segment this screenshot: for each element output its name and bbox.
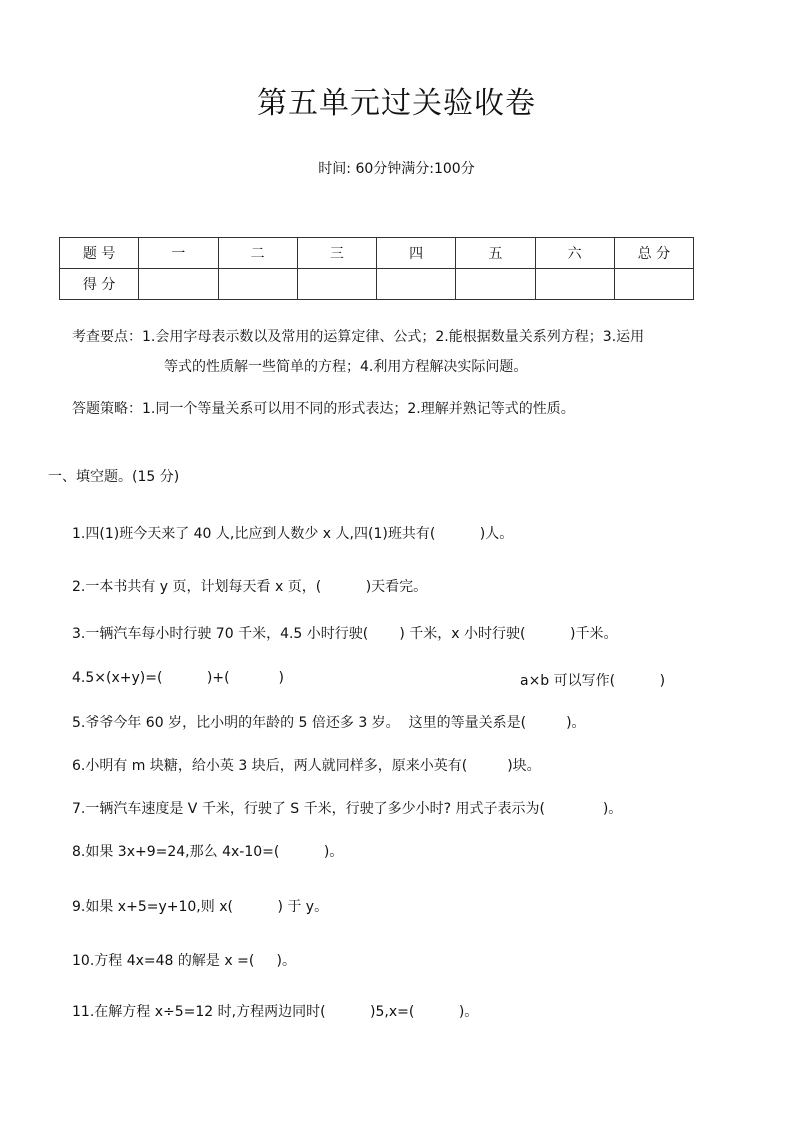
- question-5: 5.爷爷今年 60 岁，比小明的年龄的 5 倍还多 3 岁。 这里的等量关系是( )。: [72, 715, 586, 731]
- exam-info: 时间: 60分钟满分:100分: [318, 161, 475, 177]
- score-row-label: 得 分: [60, 269, 139, 300]
- answer-strategy: 答题策略：1.同一个等量关系可以用不同的形式表达；2.理解并熟记等式的性质。: [72, 401, 575, 417]
- key-points-line2: 等式的性质解一些简单的方程；4.利用方程解决实际问题。: [164, 359, 528, 375]
- score-table-header-cell: 二: [218, 238, 297, 269]
- question-4-extra: a×b 可以写作( ): [520, 673, 666, 689]
- score-table-header-cell: 题 号: [60, 238, 139, 269]
- score-cell: [218, 269, 297, 300]
- score-table-header-cell: 五: [456, 238, 535, 269]
- score-cell: [139, 269, 218, 300]
- question-6: 6.小明有 m 块糖，给小英 3 块后，两人就同样多，原来小英有( )块。: [72, 758, 541, 774]
- question-4: 4.5×(x+y)=( )+( ): [72, 670, 284, 686]
- page-title: 第五单元过关验收卷: [257, 86, 536, 121]
- score-cell: [377, 269, 456, 300]
- score-table-header-cell: 总 分: [614, 238, 693, 269]
- key-points-line1: 考查要点：1.会用字母表示数以及常用的运算定律、公式；2.能根据数量关系列方程；3.运用: [72, 329, 645, 345]
- question-2: 2.一本书共有 y 页，计划每天看 x 页，( )天看完。: [72, 579, 428, 595]
- question-7: 7.一辆汽车速度是 V 千米，行驶了 S 千米，行驶了多少小时? 用式子表示为( )。: [72, 801, 623, 817]
- score-cell: [535, 269, 614, 300]
- score-table-header-row: [60, 238, 694, 269]
- question-1: 1.四(1)班今天来了 40 人,比应到人数少 x 人,四(1)班共有( )人。: [72, 526, 514, 542]
- score-table-header-cell: 四: [377, 238, 456, 269]
- score-cell: [297, 269, 376, 300]
- score-cell: [614, 269, 693, 300]
- score-table-header-cell: 三: [297, 238, 376, 269]
- section-heading: 一、填空题。(15 分): [48, 469, 180, 485]
- score-table-score-row: [60, 269, 694, 300]
- score-table-header-cell: 一: [139, 238, 218, 269]
- score-cell: [456, 269, 535, 300]
- question-9: 9.如果 x+5=y+10,则 x( ) 于 y。: [72, 899, 329, 915]
- question-3: 3.一辆汽车每小时行驶 70 千米，4.5 小时行驶( ) 千米，x 小时行驶( )千米。: [72, 626, 618, 642]
- score-table: [59, 237, 694, 300]
- key-points: [72, 322, 752, 382]
- question-8: 8.如果 3x+9=24,那么 4x-10=( )。: [72, 844, 344, 860]
- question-10: 10.方程 4x=48 的解是 x =( )。: [72, 953, 296, 969]
- question-11: 11.在解方程 x÷5=12 时,方程两边同时( )5,x=( )。: [72, 1004, 479, 1020]
- score-table-header-cell: 六: [535, 238, 614, 269]
